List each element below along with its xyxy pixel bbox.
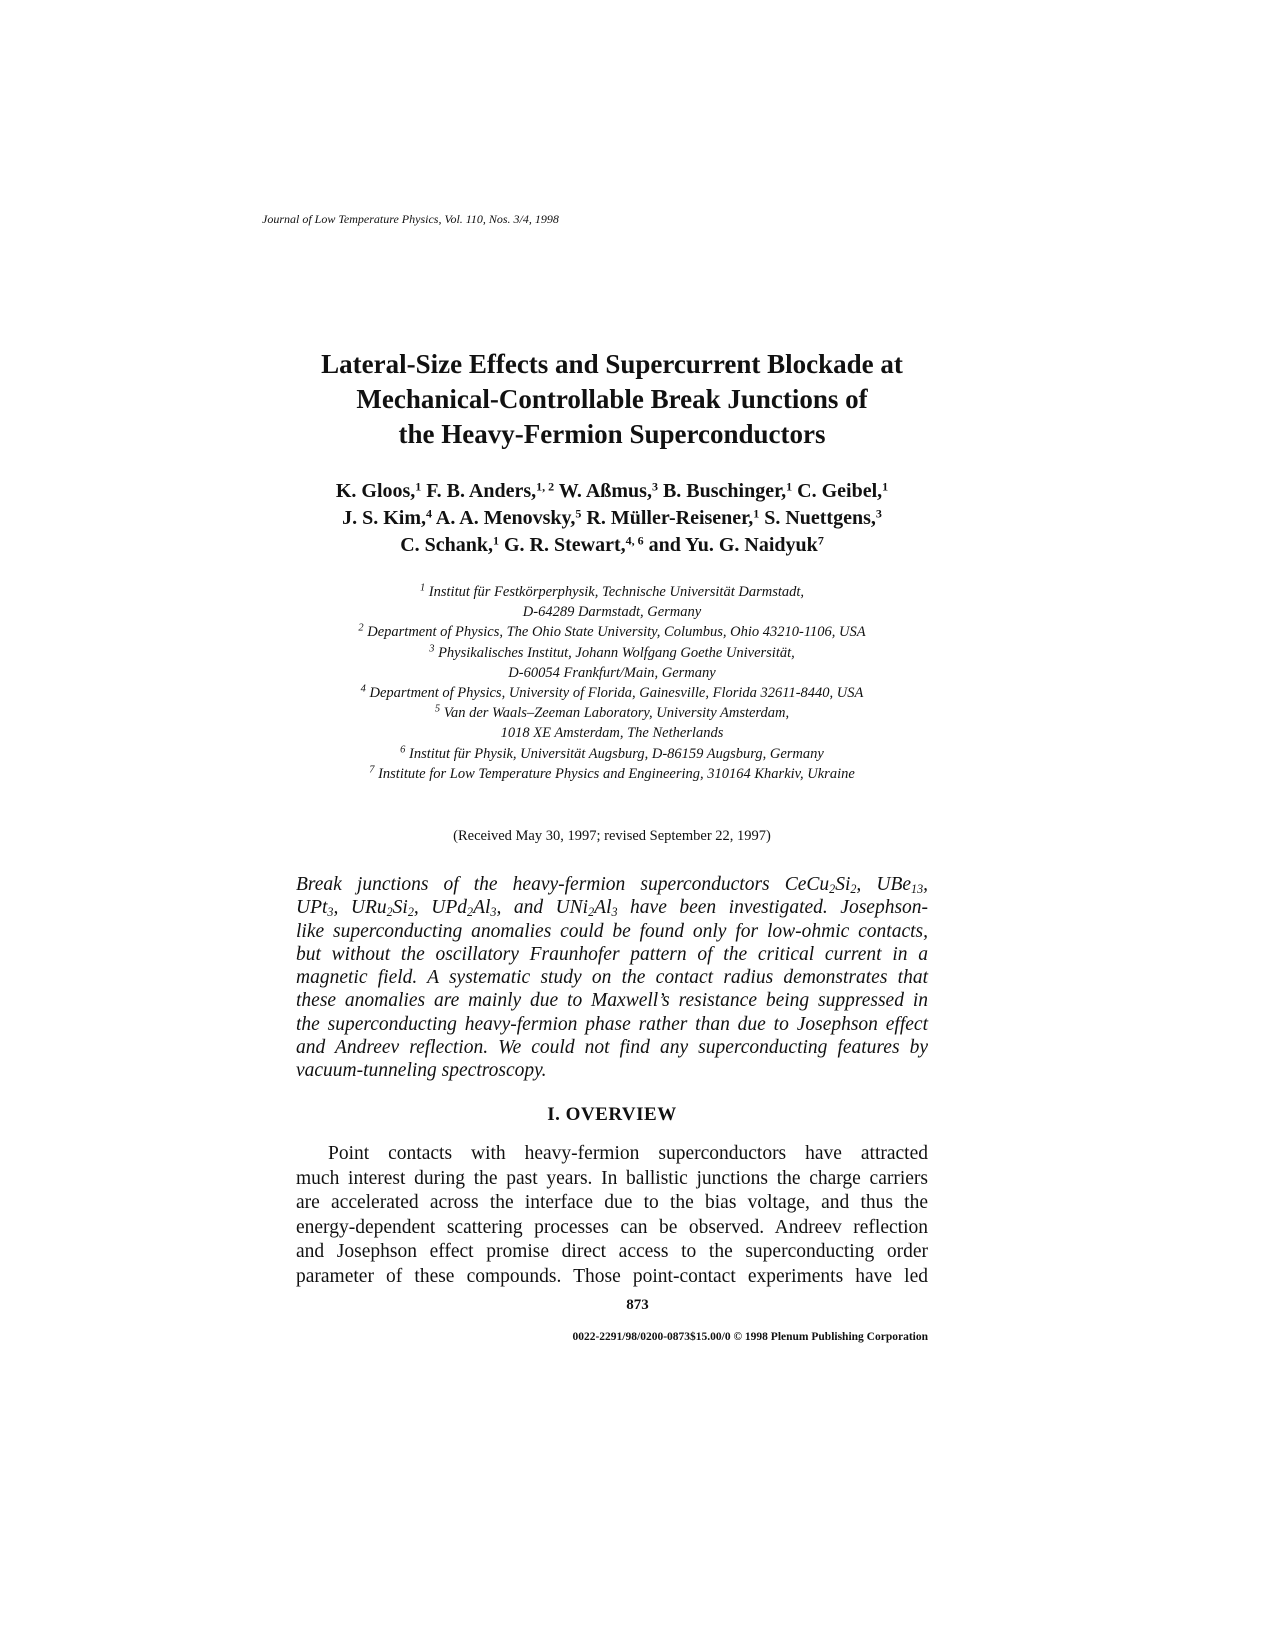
journal-header: Journal of Low Temperature Physics, Vol. 110, Nos. 3/4, 1998 <box>262 212 559 226</box>
abstract-line <box>296 896 928 919</box>
author-list <box>296 478 928 559</box>
subscript: 2 <box>588 905 595 920</box>
author-name: R. Müller-Reisener, <box>586 507 754 529</box>
section-heading: I. OVERVIEW <box>547 1104 677 1125</box>
affiliation-mark: 3 <box>429 642 435 654</box>
author-line <box>296 532 928 559</box>
author-affil-mark: 1 <box>415 479 422 494</box>
affiliation-text: Department of Physics, The Ohio State University, Columbus, Ohio 43210-1106, USA <box>367 624 866 641</box>
affiliation-text: D-64289 Darmstadt, Germany <box>522 604 702 621</box>
formula: Si <box>392 897 408 919</box>
abstract-text: , <box>333 897 351 919</box>
affiliation-text: Institut für Physik, Universität Augsburg, D-86159 Augsburg, Germany <box>409 745 824 762</box>
abstract-line: these anomalies are mainly due to Maxwell’s resistance being suppressed in <box>296 990 928 1012</box>
author-affil-mark: 5 <box>575 506 582 521</box>
copyright-line: 0022-2291/98/0200-0873$15.00/0 © 1998 Plenum Publishing Corporation <box>572 1331 928 1343</box>
abstract-line <box>296 873 928 896</box>
author-affil-mark: 3 <box>875 506 882 521</box>
author-affil-mark: 7 <box>817 533 824 548</box>
affiliation-text: Physikalisches Institut, Johann Wolfgang Goethe Universität, <box>438 644 795 661</box>
author-name: J. S. Kim, <box>342 507 427 529</box>
abstract-line: like superconducting anomalies could be found only for low-ohmic contacts, <box>296 920 928 942</box>
abstract-line: magnetic field. A systematic study on the contact radius demonstrates that <box>296 967 928 989</box>
abstract-line: and Andreev reflection. We could not find any superconducting features by <box>296 1037 928 1059</box>
subscript: 2 <box>850 882 857 897</box>
author-affil-mark: 4, 6 <box>625 533 644 548</box>
author-affil-mark: 1, 2 <box>536 479 555 494</box>
affiliation-line <box>296 723 928 743</box>
subscript: 2 <box>467 905 474 920</box>
affiliation-text: Institut für Festkörperphysik, Technische Universität Darmstadt, <box>428 584 805 600</box>
author-name: A. A. Menovsky, <box>435 507 576 529</box>
formula: URu <box>350 897 387 919</box>
formula: UPt <box>296 897 328 919</box>
formula: UBe <box>876 874 912 895</box>
author-name: B. Buschinger, <box>662 480 787 502</box>
subscript: 2 <box>829 882 836 897</box>
affiliation-line <box>296 643 928 663</box>
abstract-text: have been investigated. Josephson- <box>617 897 929 919</box>
title-line: Mechanical-Controllable Break Junctions of <box>356 384 868 414</box>
body-text <box>296 1142 928 1289</box>
formula: UPd <box>431 897 468 919</box>
formula: CeCu <box>784 874 830 895</box>
affiliation-list <box>296 582 928 784</box>
title-line: the Heavy-Fermion Superconductors <box>398 419 826 449</box>
affiliation-mark: 7 <box>369 764 375 776</box>
author-affil-mark: 1 <box>493 533 499 548</box>
paper-title <box>296 347 928 452</box>
subscript: 2 <box>386 905 393 920</box>
title-line: Lateral-Size Effects and Supercurrent Blockade at <box>321 349 903 379</box>
affiliation-text: Institute for Low Temperature Physics and Engineering, 310164 Kharkiv, Ukraine <box>378 765 855 782</box>
body-line: and Josephson effect promise direct access to the superconducting order <box>296 1241 928 1262</box>
author-affil-mark: 3 <box>651 479 658 494</box>
subscript: 13 <box>911 882 924 897</box>
abstract-line: vacuum-tunneling spectroscopy. <box>296 1060 547 1082</box>
author-name: C. Geibel, <box>797 480 883 502</box>
received-dates: (Received May 30, 1997; revised September 22, 1997) <box>453 828 771 844</box>
subscript: 2 <box>407 905 414 920</box>
formula: Al <box>594 897 612 919</box>
author-line <box>296 505 928 532</box>
affiliation-line <box>296 764 928 784</box>
abstract-text: , <box>923 874 928 895</box>
author-name: and Yu. G. Naidyuk <box>648 534 818 556</box>
affiliation-line <box>296 602 928 622</box>
formula: Al <box>473 897 491 919</box>
author-name: S. Nuettgens, <box>764 507 876 529</box>
abstract-text: , and <box>496 897 556 919</box>
author-name: F. B. Anders, <box>426 480 537 502</box>
author-name: K. Gloos, <box>335 480 416 502</box>
body-line: are accelerated across the interface due to the bias voltage, and thus the <box>296 1192 928 1213</box>
author-line <box>296 478 928 505</box>
affiliation-line <box>296 703 928 723</box>
author-affil-mark: 1 <box>882 479 889 494</box>
formula: Si <box>835 874 851 895</box>
affiliation-text: Department of Physics, University of Florida, Gainesville, Florida 32611-8440, USA <box>369 685 864 702</box>
affiliation-mark: 2 <box>358 622 364 634</box>
abstract-text: , <box>413 897 432 919</box>
author-affil-mark: 1 <box>786 479 793 494</box>
abstract <box>296 873 928 1083</box>
affiliation-text: Van der Waals–Zeeman Laboratory, University Amsterdam, <box>443 705 790 722</box>
body-line: Point contacts with heavy-fermion superconductors have attracted <box>328 1143 928 1164</box>
affiliation-mark: 4 <box>360 683 366 695</box>
subscript: 3 <box>611 905 618 920</box>
author-affil-mark: 1 <box>753 506 760 521</box>
author-name: W. Aßmus, <box>558 480 652 502</box>
subscript: 3 <box>327 905 334 920</box>
affiliation-mark: 5 <box>434 703 441 715</box>
author-name: G. R. Stewart, <box>504 534 626 556</box>
formula: UNi <box>555 897 589 919</box>
subscript: 3 <box>490 905 497 920</box>
body-line: parameter of these compounds. Those point-contact experiments have led <box>296 1265 928 1287</box>
affiliation-text: 1018 XE Amsterdam, The Netherlands <box>500 725 724 742</box>
affiliation-text: D-60054 Frankfurt/Main, Germany <box>508 664 716 681</box>
affiliation-line <box>296 582 928 602</box>
abstract-text: , <box>856 874 877 895</box>
page-number: 873 <box>626 1297 649 1313</box>
body-line: much interest during the past years. In ballistic junctions the charge carriers <box>296 1167 928 1189</box>
affiliation-line <box>296 663 928 683</box>
affiliation-line <box>296 622 928 642</box>
affiliation-line <box>296 744 928 764</box>
affiliation-mark: 1 <box>419 582 426 594</box>
author-name: C. Schank, <box>400 534 493 556</box>
affiliation-mark: 6 <box>400 743 406 755</box>
body-line: energy-dependent scattering processes can be observed. Andreev reflection <box>296 1216 928 1238</box>
affiliation-line <box>296 683 928 703</box>
abstract-line: the superconducting heavy-fermion phase rather than due to Josephson effect <box>296 1013 928 1035</box>
abstract-line: but without the oscillatory Fraunhofer pattern of the critical current in a <box>296 943 928 965</box>
author-affil-mark: 4 <box>426 506 433 521</box>
abstract-text: Break junctions of the heavy-fermion superconductors <box>296 874 785 895</box>
